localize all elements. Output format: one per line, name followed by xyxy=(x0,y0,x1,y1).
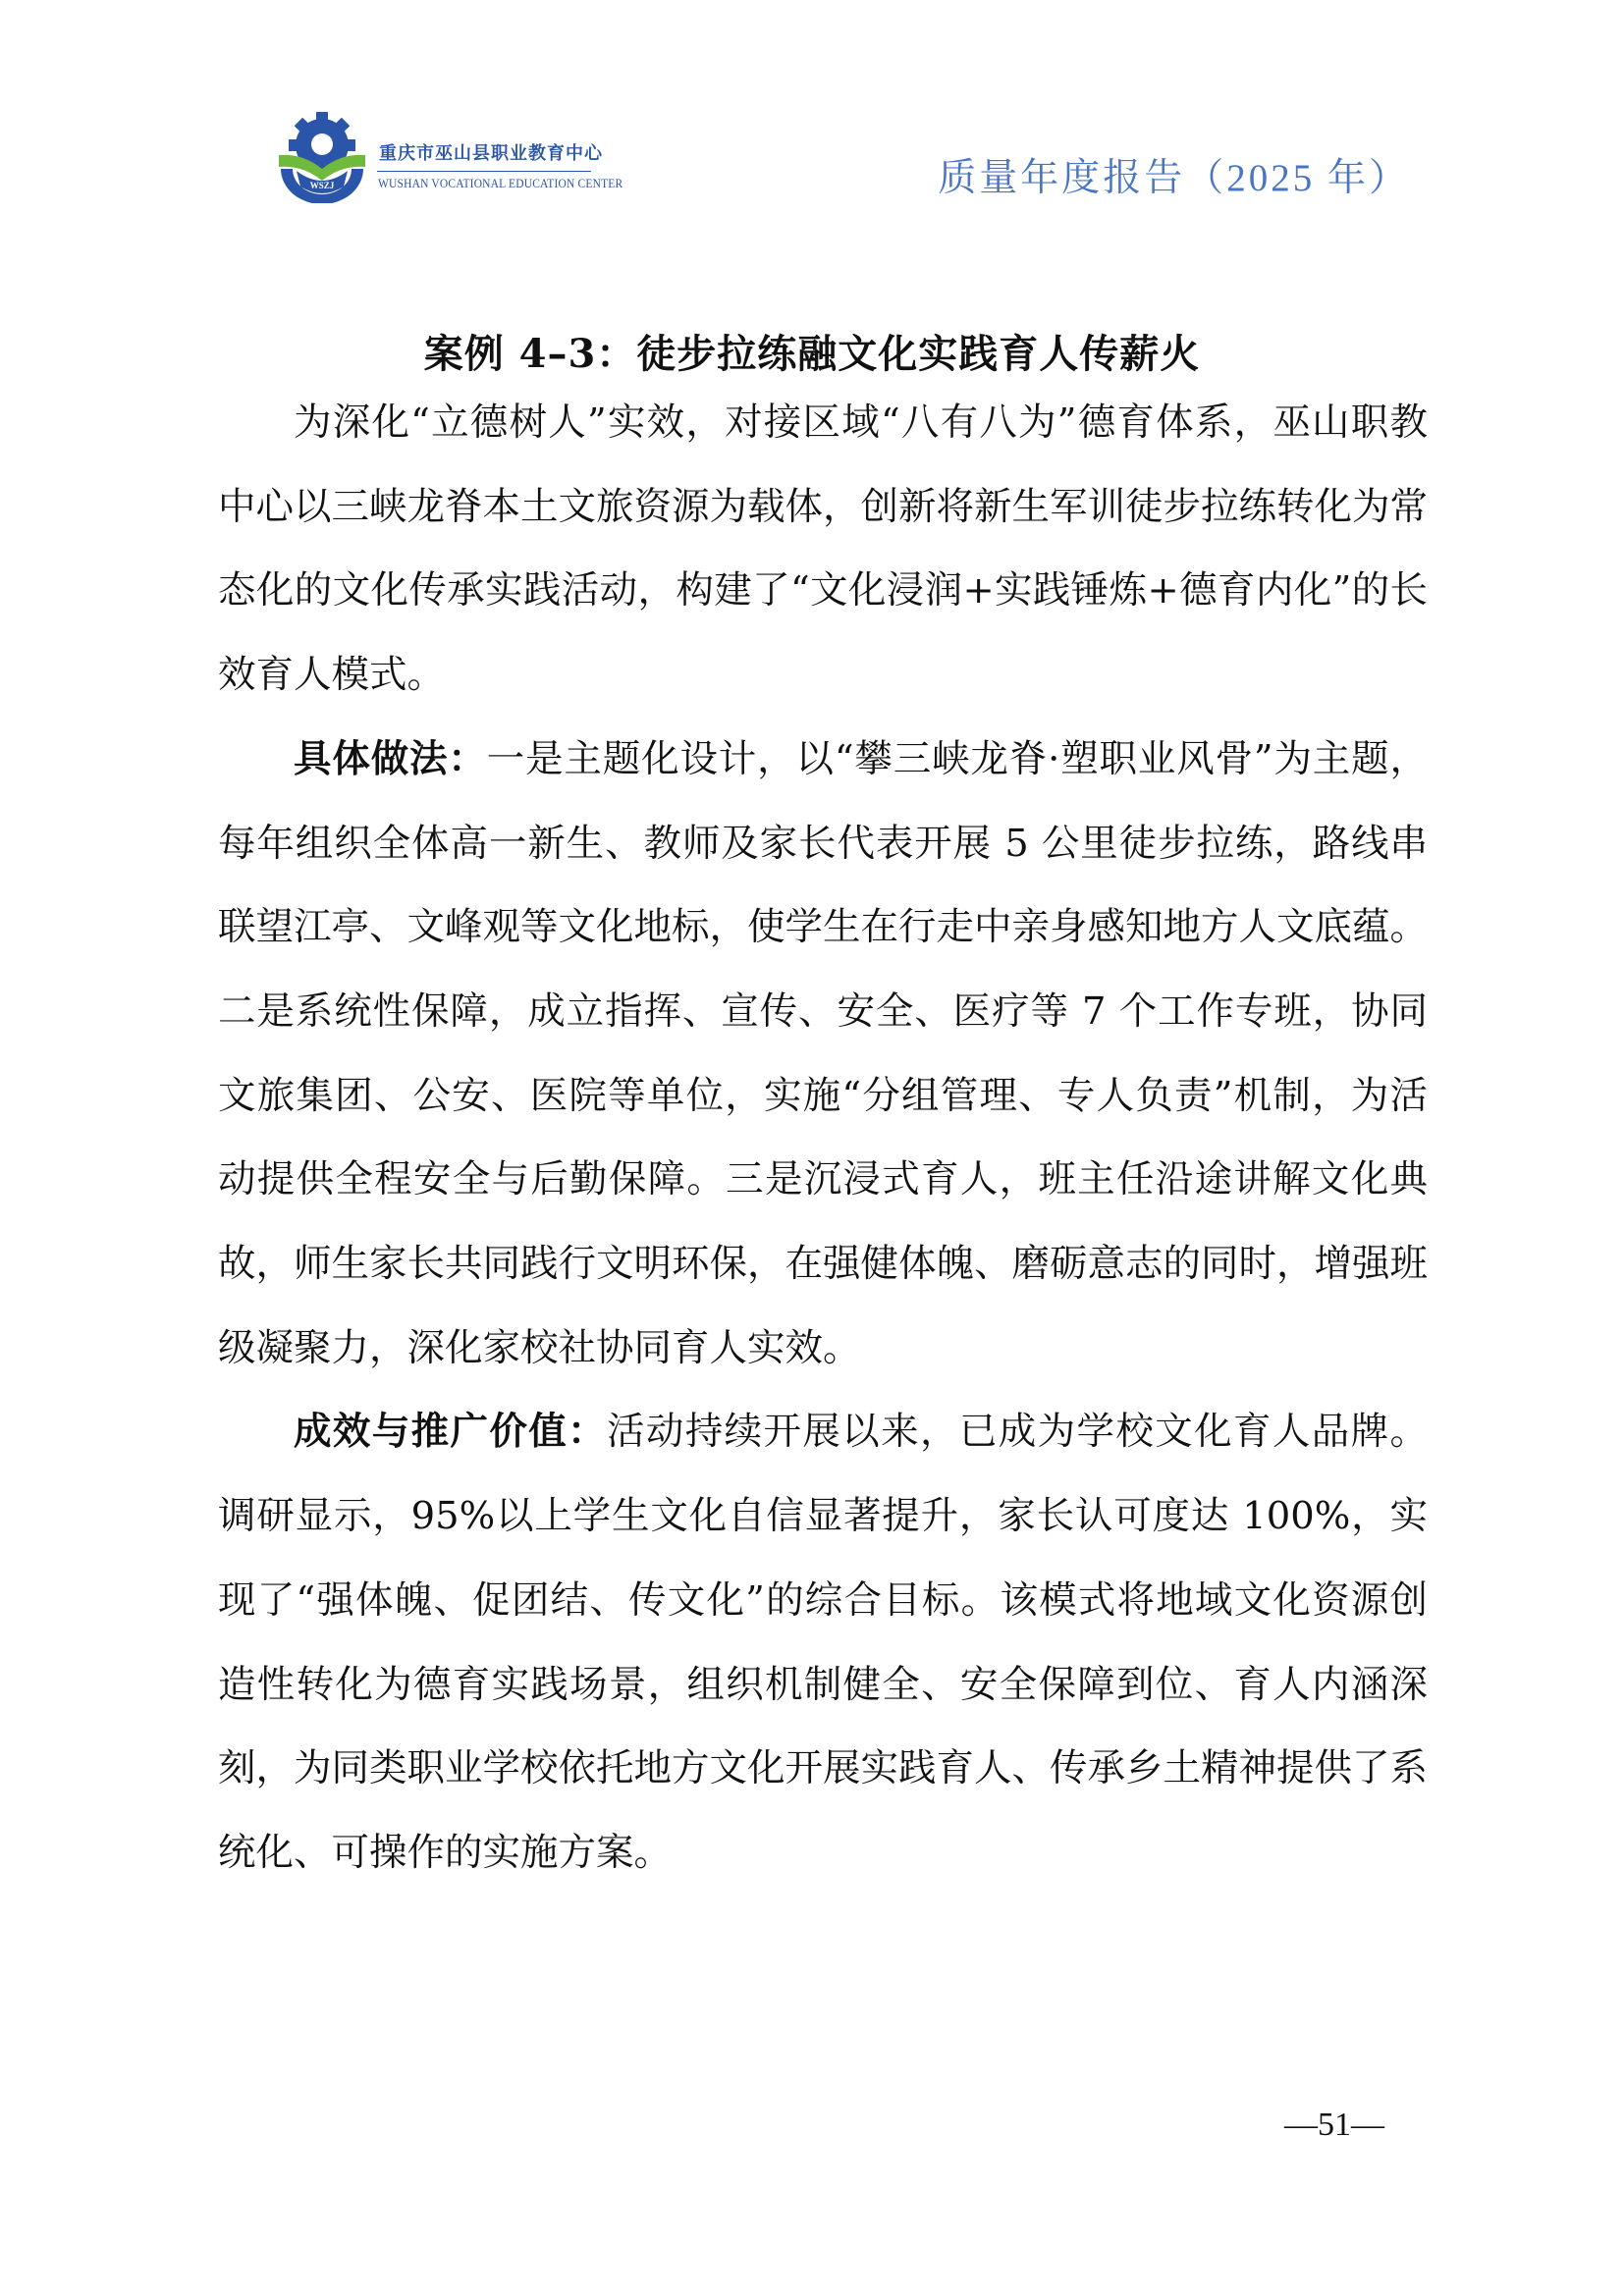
svg-text:WSZJ: WSZJ xyxy=(309,181,335,190)
report-title: 质量年度报告（2025 年） xyxy=(938,157,1410,199)
paragraph-text: 一是主题化设计，以“攀三峡龙脊·塑职业风骨”为主题，每年组织全体高一新生、教师及家长代表开展 5 公里徒步拉练，路线串联望江亭、文峰观等文化地标，使学生在行走中亲身感知地方人文底蕴。二是系统性保障，成立指挥、宣传、安全、医疗等 7 个工作专班，协同文旅集团、公安、医院等单位，实施“分组管理、专人负责”机制，为活动提供全程安全与后勤保障。三是沉浸式育人，班主任沿途讲解文化典故，师生家长共同践行文明环保，在强健体魄、磨砺意志的同时，增强班级凝聚力，深化家校社协同育人实效。 xyxy=(218,736,1429,1370)
paragraph-practice xyxy=(218,718,1428,1391)
paragraph-text: 为深化“立德树人”实效，对接区域“八有八为”德育体系，巫山职教中心以三峡龙脊本土文旅资源为载体，创新将新生军训徒步拉练转化为常态化的文化传承实践活动，构建了“文化浸润+实践锤炼+德育内化”的长效育人模式。 xyxy=(218,400,1429,698)
paragraph-intro xyxy=(218,381,1428,718)
logo-divider xyxy=(377,171,591,172)
page-number: —51— xyxy=(1284,2107,1384,2143)
paragraph-lead: 具体做法： xyxy=(294,736,487,781)
logo-name-cn: 重庆市巫山县职业教育中心 xyxy=(379,143,603,164)
paragraph-results xyxy=(218,1390,1428,1895)
case-title: 案例 4–3：徒步拉练融文化实践育人传薪火 xyxy=(423,330,1201,377)
gear-book-emblem-icon xyxy=(273,110,371,203)
school-logo xyxy=(273,110,623,208)
logo-name-en: WUSHAN VOCATIONAL EDUCATION CENTER xyxy=(378,177,623,190)
case-body xyxy=(218,381,1428,1896)
paragraph-lead: 成效与推广价值： xyxy=(294,1410,607,1455)
paragraph-text: 活动持续开展以来，已成为学校文化育人品牌。调研显示，95%以上学生文化自信显著提升，家长认可度达 100%，实现了“强体魄、促团结、传文化”的综合目标。该模式将地域文化资源创造性转化为德育实践场景，组织机制健全、安全保障到位、育人内涵深刻，为同类职业学校依托地方文化开展实践育人、传承乡土精神提供了系统化、可操作的实施方案。 xyxy=(218,1410,1429,1875)
